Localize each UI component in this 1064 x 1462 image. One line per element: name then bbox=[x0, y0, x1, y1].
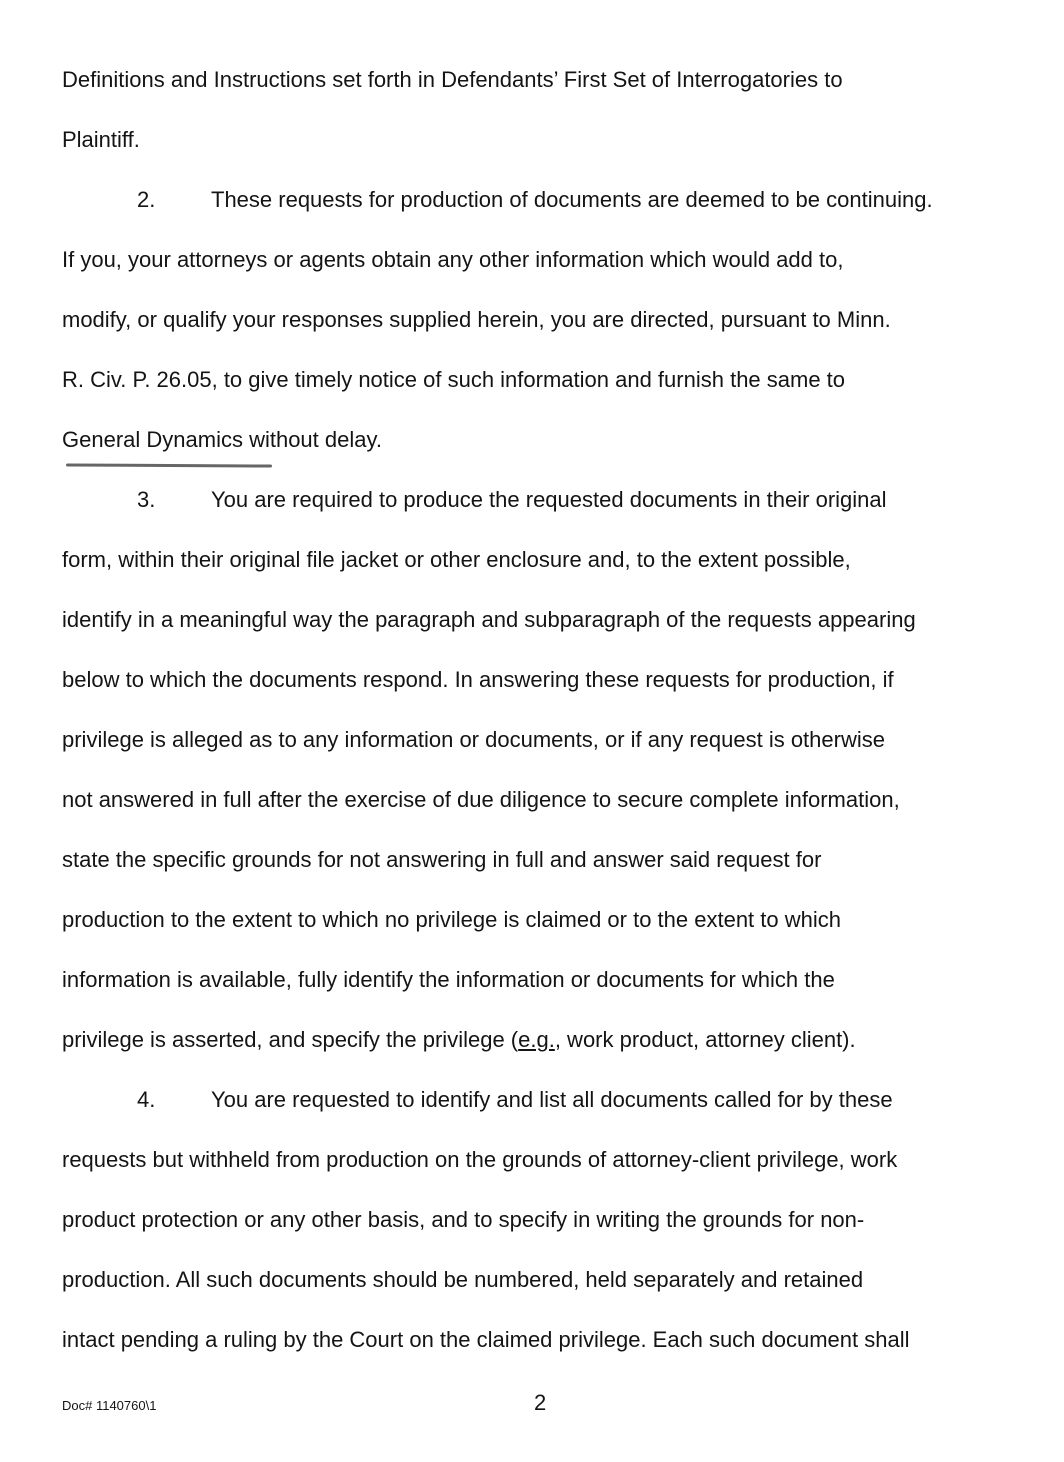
text-line: Definitions and Instructions set forth in Defendants’ First Set of Interrogatories to bbox=[62, 67, 843, 92]
text-line: Plaintiff. bbox=[62, 127, 140, 152]
text-line: information is available, fully identify the information or documents for which the bbox=[62, 967, 835, 992]
text-line: production to the extent to which no privilege is claimed or to the extent to which bbox=[62, 907, 841, 932]
paragraph-number: 4. bbox=[137, 1087, 156, 1112]
text-line: form, within their original file jacket or other enclosure and, to the extent possible, bbox=[62, 547, 851, 572]
text-fragment: , work product, attorney client). bbox=[554, 1027, 856, 1052]
text-line: You are requested to identify and list all documents called for by these bbox=[211, 1087, 893, 1112]
text-line: state the specific grounds for not answering in full and answer said request for bbox=[62, 847, 822, 872]
handwritten-underline bbox=[66, 463, 272, 467]
text-line: identify in a meaningful way the paragraph and subparagraph of the requests appearing bbox=[62, 607, 916, 632]
text-line: These requests for production of documents are deemed to be continuing. bbox=[211, 187, 933, 212]
text-line: requests but withheld from production on the grounds of attorney-client privilege, work bbox=[62, 1147, 898, 1172]
text-line bbox=[62, 426, 382, 454]
text-line: product protection or any other basis, and to specify in writing the grounds for non- bbox=[62, 1207, 865, 1232]
text-line: If you, your attorneys or agents obtain any other information which would add to, bbox=[62, 247, 844, 272]
text-line: intact pending a ruling by the Court on the claimed privilege. Each such document shall bbox=[62, 1327, 910, 1352]
document-id: Doc# 1140760\1 bbox=[62, 1398, 157, 1413]
general-dynamics-text: General Dynamics bbox=[62, 427, 243, 452]
text-line: production. All such documents should be numbered, held separately and retained bbox=[62, 1267, 864, 1292]
text-fragment: privilege is asserted, and specify the privilege ( bbox=[62, 1027, 519, 1052]
text-line: modify, or qualify your responses supplied herein, you are directed, pursuant to Minn. bbox=[62, 307, 891, 332]
text-line: below to which the documents respond. In answering these requests for production, if bbox=[62, 667, 894, 692]
paragraph-number: 2. bbox=[137, 187, 156, 212]
text-fragment: without delay. bbox=[242, 427, 382, 452]
page-number: 2 bbox=[534, 1390, 547, 1415]
paragraph-number: 3. bbox=[137, 487, 156, 512]
text-line bbox=[62, 1026, 856, 1054]
text-line: privilege is alleged as to any information or documents, or if any request is otherwise bbox=[62, 727, 885, 752]
text-line: not answered in full after the exercise of due diligence to secure complete information, bbox=[62, 787, 900, 812]
text-line: R. Civ. P. 26.05, to give timely notice of such information and furnish the same to bbox=[62, 367, 846, 392]
eg-abbreviation: e.g. bbox=[518, 1027, 555, 1052]
text-line: You are required to produce the requested documents in their original bbox=[211, 487, 887, 512]
